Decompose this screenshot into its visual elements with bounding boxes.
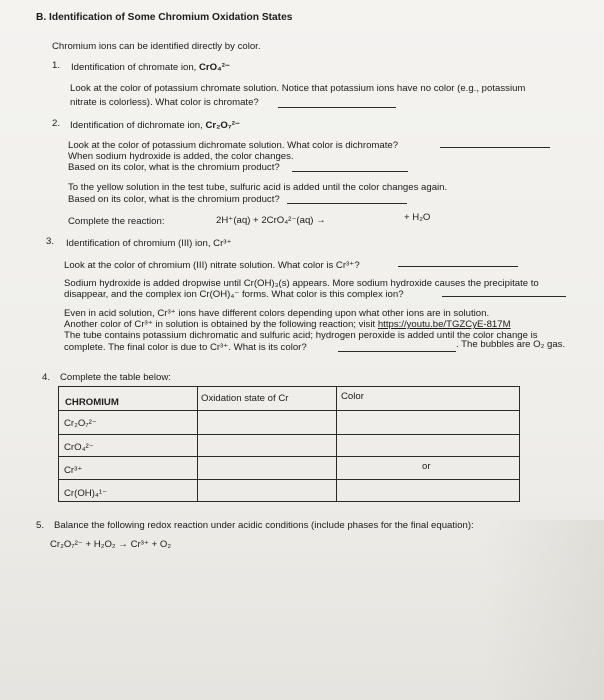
q2-b-line2: Based on its color, what is the chromium product? <box>68 194 280 205</box>
table-divider-row1 <box>59 410 519 411</box>
q2-heading: Identification of dichromate ion, Cr₂O₇²⁻ <box>70 120 240 131</box>
section-intro: Chromium ions can be identified directly by color. <box>52 41 261 52</box>
table-row-label: Cr₂O₇²⁻ <box>64 418 97 429</box>
q2-a-line1: Look at the color of potassium dichromate solution. What color is dichromate? <box>68 140 399 151</box>
q3-c-line1: Even in acid solution, Cr³⁺ ions have different colors depending upon what other ions are in solution. <box>64 308 490 319</box>
table-divider-row2 <box>59 434 519 435</box>
q2-b-line1: To the yellow solution in the test tube, sulfuric acid is added until the color changes again. <box>68 182 448 193</box>
q2-a-line3: Based on its color, what is the chromium product? <box>68 162 280 173</box>
q5-number: 5. <box>36 520 45 531</box>
page-shadow <box>484 520 604 700</box>
q3-cr3-color-blank[interactable] <box>398 266 518 267</box>
table-header-color: Color <box>341 391 364 402</box>
q1-line2: nitrate is colorless). What color is chromate? <box>70 97 259 108</box>
q1-answer-blank[interactable] <box>278 107 396 108</box>
q5-equation: Cr₂O₇²⁻ + H₂O₂ → Cr³⁺ + O₂ <box>50 539 172 550</box>
q3-complex-color-blank[interactable] <box>442 296 566 297</box>
q3-c-line4-tail: . The bubbles are O₂ gas. <box>456 339 566 350</box>
table-row-label: Cr(OH)₄¹⁻ <box>64 488 108 499</box>
q1-number: 1. <box>52 60 61 71</box>
q2-product-blank-2[interactable] <box>287 203 407 204</box>
q2-reaction-right: + H₂O <box>404 212 431 223</box>
table-header-oxidation: Oxidation state of Cr <box>201 393 289 404</box>
q1-heading: Identification of chromate ion, CrO₄²⁻ <box>71 62 230 73</box>
q2-product-blank-1[interactable] <box>292 171 408 172</box>
q3-b-line2: disappear, and the complex ion Cr(OH)₄⁻ forms. What color is this complex ion? <box>64 289 404 300</box>
q2-dichromate-blank[interactable] <box>440 147 550 148</box>
table-divider-col1 <box>197 387 198 501</box>
q3-heading: Identification of chromium (III) ion, Cr³⁺ <box>66 238 232 249</box>
q3-number: 3. <box>46 236 55 247</box>
table-or-text: or <box>422 461 431 472</box>
q4-heading: Complete the table below: <box>60 372 171 383</box>
section-title: B. Identification of Some Chromium Oxidation States <box>36 12 293 23</box>
q5-heading: Balance the following redox reaction under acidic conditions (include phases for the final equation): <box>54 520 474 531</box>
table-row-label: CrO₄²⁻ <box>64 442 94 453</box>
q1-line1: Look at the color of potassium chromate solution. Notice that potassium ions have no color (e.g., potassium <box>70 83 526 94</box>
q2-reaction-left: 2H⁺(aq) + 2CrO₄²⁻(aq) → <box>216 215 326 226</box>
table-divider-col2 <box>336 387 337 501</box>
q3-b-line1: Sodium hydroxide is added dropwise until Cr(OH)₃(s) appears. More sodium hydroxide causes the precipitate to <box>64 278 539 289</box>
video-link[interactable]: https://youtu.be/TGZCyE-817M <box>377 319 511 330</box>
q4-number: 4. <box>42 372 51 383</box>
table-divider-row4 <box>59 479 519 480</box>
q2-complete-label: Complete the reaction: <box>68 216 165 227</box>
q3-c-line3: The tube contains potassium dichromatic and sulfuric acid; hydrogen peroxide is added until the color change is <box>64 330 538 341</box>
table-row-label: Cr³⁺ <box>64 465 83 476</box>
q3-c-line2: Another color of Cr³⁺ in solution is obtained by the following reaction; visit https://youtu.be/TGZCyE-817M <box>64 319 511 330</box>
q3-c-line4: complete. The final color is due to Cr³⁺. What is its color? <box>64 342 307 353</box>
table-header-chromium: CHROMIUM <box>65 397 119 408</box>
q2-number: 2. <box>52 118 61 129</box>
table-divider-row3 <box>59 456 519 457</box>
q3-a-line1: Look at the color of chromium (III) nitrate solution. What color is Cr³⁺? <box>64 260 360 271</box>
q3-final-color-blank[interactable] <box>338 351 456 352</box>
chromium-table <box>58 386 520 502</box>
q2-a-line2: When sodium hydroxide is added, the color changes. <box>68 151 294 162</box>
